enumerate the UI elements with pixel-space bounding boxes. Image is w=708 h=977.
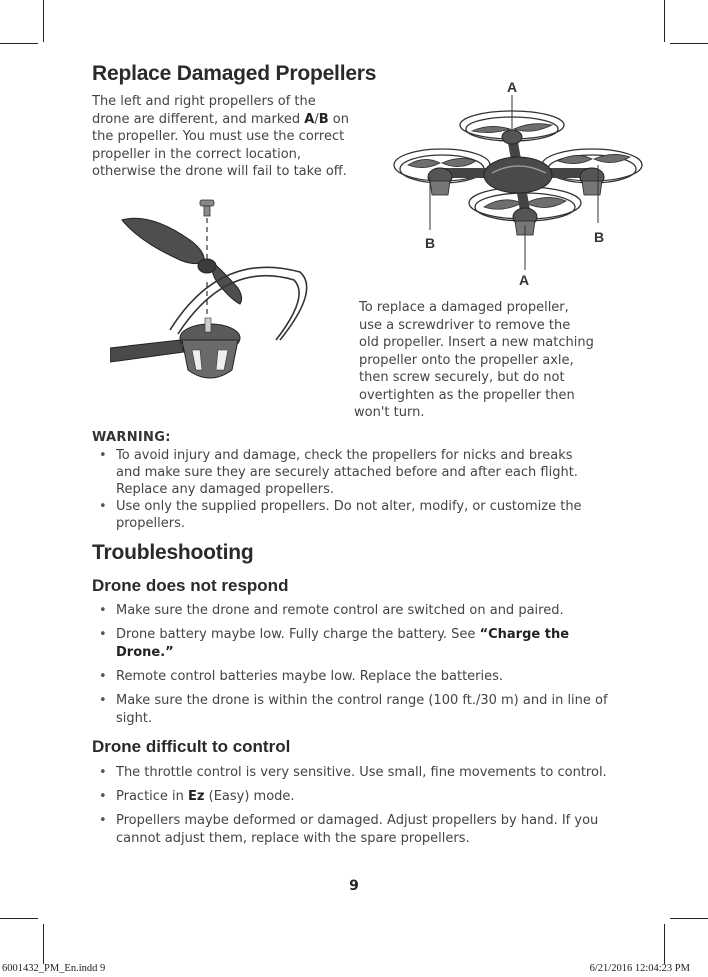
drone-illustration: [380, 95, 660, 280]
troubleshoot-line: • The throttle control is very sensitive. Use small, fine movements to control.: [116, 765, 607, 780]
subheading-drone-not-respond: Drone does not respond: [92, 576, 289, 595]
instruction-line: old propeller. Insert a new matching: [359, 335, 594, 350]
instruction-line: then screw securely, but do not: [359, 370, 565, 385]
troubleshoot-item: [92, 788, 652, 806]
slash: /: [314, 111, 319, 127]
propeller-label-a-top: A: [507, 79, 518, 95]
warning-title: WARNING:: [92, 430, 171, 445]
warning-line: • Use only the supplied propellers. Do not alter, modify, or customize the: [116, 499, 582, 514]
troubleshoot-line: [116, 626, 652, 644]
crop-mark: [664, 924, 665, 964]
troubleshoot-item: [92, 812, 652, 848]
troubleshoot-item: [92, 602, 652, 620]
intro-line: propeller in the correct location,: [92, 146, 302, 162]
crop-mark: [43, 0, 44, 42]
instruction-line: propeller onto the propeller axle,: [359, 352, 574, 368]
intro-line: [92, 111, 349, 129]
troubleshoot-line: • Remote control batteries maybe low. Replace the batteries.: [116, 669, 504, 684]
intro-line: the propeller. You must use the correct: [92, 129, 345, 144]
replacement-instructions: [354, 299, 594, 422]
subheading-drone-difficult-control: Drone difficult to control: [92, 737, 291, 756]
troubleshoot-list-2: [92, 764, 652, 848]
intro-text: drone are different, and marked: [92, 111, 305, 127]
troubleshoot-line: • Make sure the drone is within the control range (100 ft./30 m) and in line of: [116, 693, 608, 708]
text: Practice in: [116, 789, 189, 804]
warning-item: [92, 447, 652, 498]
intro-text: on: [328, 111, 349, 127]
propeller-replacement-illustration: [110, 190, 330, 390]
charge-drone-reference: “Charge the: [479, 627, 570, 642]
crop-mark: [664, 0, 665, 42]
crop-mark: [670, 43, 708, 44]
troubleshoot-line: • Make sure the drone and remote control are switched on and paired.: [116, 603, 564, 618]
warning-list: [92, 447, 652, 532]
instruction-line: won't turn.: [354, 405, 425, 420]
troubleshoot-item: [92, 668, 652, 686]
crop-mark: [0, 43, 38, 44]
text: Drone battery maybe low. Fully charge the battery. See: [116, 627, 480, 642]
intro-line: The left and right propellers of the: [92, 94, 316, 109]
charge-drone-reference: Drone.”: [116, 645, 174, 660]
troubleshoot-line: • Propellers maybe deformed or damaged. Adjust propellers by hand. If you: [116, 813, 599, 828]
intro-line: otherwise the drone will fail to take off.: [92, 164, 347, 179]
crop-mark: [670, 918, 708, 919]
propeller-label-b-right: B: [594, 229, 605, 245]
warning-line: propellers.: [116, 516, 185, 531]
label-b: B: [318, 111, 329, 127]
warning-line: Replace any damaged propellers.: [116, 482, 335, 497]
troubleshoot-list-1: [92, 602, 652, 728]
warning-item: [92, 498, 652, 532]
crop-mark: [0, 918, 38, 919]
instruction-line: To replace a damaged propeller,: [359, 300, 569, 315]
troubleshoot-line: cannot adjust them, replace with the spare propellers.: [116, 831, 470, 846]
intro-paragraph: [92, 93, 349, 181]
troubleshoot-line: [116, 788, 652, 806]
ez-mode-label: Ez: [188, 789, 205, 804]
warning-line: • To avoid injury and damage, check the propellers for nicks and breaks: [116, 448, 573, 463]
instruction-line: overtighten as the propeller then: [359, 387, 575, 403]
troubleshoot-line: sight.: [116, 711, 153, 726]
slug-timestamp: 6/21/2016 12:04:23 PM: [589, 963, 690, 974]
troubleshoot-item: [92, 764, 652, 782]
label-a: A: [304, 111, 315, 127]
text: (Easy) mode.: [204, 789, 295, 804]
troubleshoot-item: [92, 692, 652, 728]
warning-line: and make sure they are securely attached before and after each flight.: [116, 465, 578, 480]
section-title-replace-propellers: Replace Damaged Propellers: [92, 62, 377, 85]
section-title-troubleshooting: Troubleshooting: [92, 541, 254, 564]
page-number: 9: [349, 878, 359, 894]
propeller-label-b-left: B: [425, 235, 436, 251]
instruction-line: use a screwdriver to remove the: [359, 317, 571, 333]
slug-filename: 6001432_PM_En.indd 9: [2, 963, 106, 974]
propeller-label-a-bottom: A: [519, 272, 530, 288]
crop-mark: [43, 924, 44, 964]
troubleshoot-item: [92, 626, 652, 662]
